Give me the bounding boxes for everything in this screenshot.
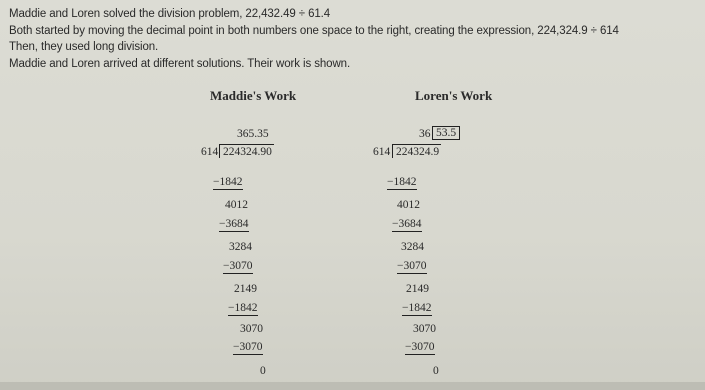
loren-step-subtract: −1842 — [402, 302, 432, 314]
long-division-note: Then, they used long division. — [9, 41, 159, 53]
loren-divisor: 614 — [373, 146, 391, 158]
maddie-step-remainder: 3284 — [229, 241, 252, 253]
loren-step-remainder: 2149 — [406, 283, 429, 295]
loren-step-remainder: 3284 — [401, 241, 424, 253]
maddie-step-remainder: 3070 — [240, 323, 263, 335]
maddie-divisor: 614 — [201, 146, 219, 158]
maddie-step-remainder: 4012 — [225, 199, 248, 211]
loren-step-remainder: 3070 — [413, 323, 436, 335]
maddie-work-title: Maddie's Work — [210, 88, 297, 103]
loren-dividend: 224324.9 — [392, 144, 441, 158]
problem-statement: Maddie and Loren solved the division problem, 22,432.49 ÷ 61.4 — [9, 8, 331, 20]
loren-final-remainder: 0 — [433, 365, 439, 377]
loren-step-subtract: −3070 — [397, 260, 427, 272]
decimal-shift-explanation: Both started by moving the decimal point in both numbers one space to the right, creating the expression, 224,324.9 ÷ 614 — [9, 25, 619, 37]
maddie-step-subtract: −1842 — [213, 176, 243, 188]
different-solutions-note: Maddie and Loren arrived at different solutions. Their work is shown. — [9, 58, 351, 70]
maddie-step-subtract: −1842 — [228, 302, 258, 314]
loren-step-subtract: −3070 — [405, 341, 435, 353]
loren-quotient-prefix: 36 — [419, 128, 431, 140]
maddie-step-subtract: −3070 — [223, 260, 253, 272]
loren-quotient-boxed: 53.5 — [432, 126, 460, 140]
loren-work-title: Loren's Work — [415, 88, 493, 103]
loren-step-subtract: −1842 — [387, 176, 417, 188]
maddie-step-subtract: −3684 — [219, 218, 249, 230]
maddie-step-remainder: 2149 — [234, 283, 257, 295]
maddie-dividend: 224324.90 — [219, 144, 274, 158]
loren-step-subtract: −3684 — [392, 218, 422, 230]
loren-step-remainder: 4012 — [397, 199, 420, 211]
maddie-step-subtract: −3070 — [233, 341, 263, 353]
maddie-quotient: 365.35 — [237, 128, 269, 140]
maddie-final-remainder: 0 — [260, 365, 266, 377]
page-bottom-edge — [0, 382, 705, 390]
